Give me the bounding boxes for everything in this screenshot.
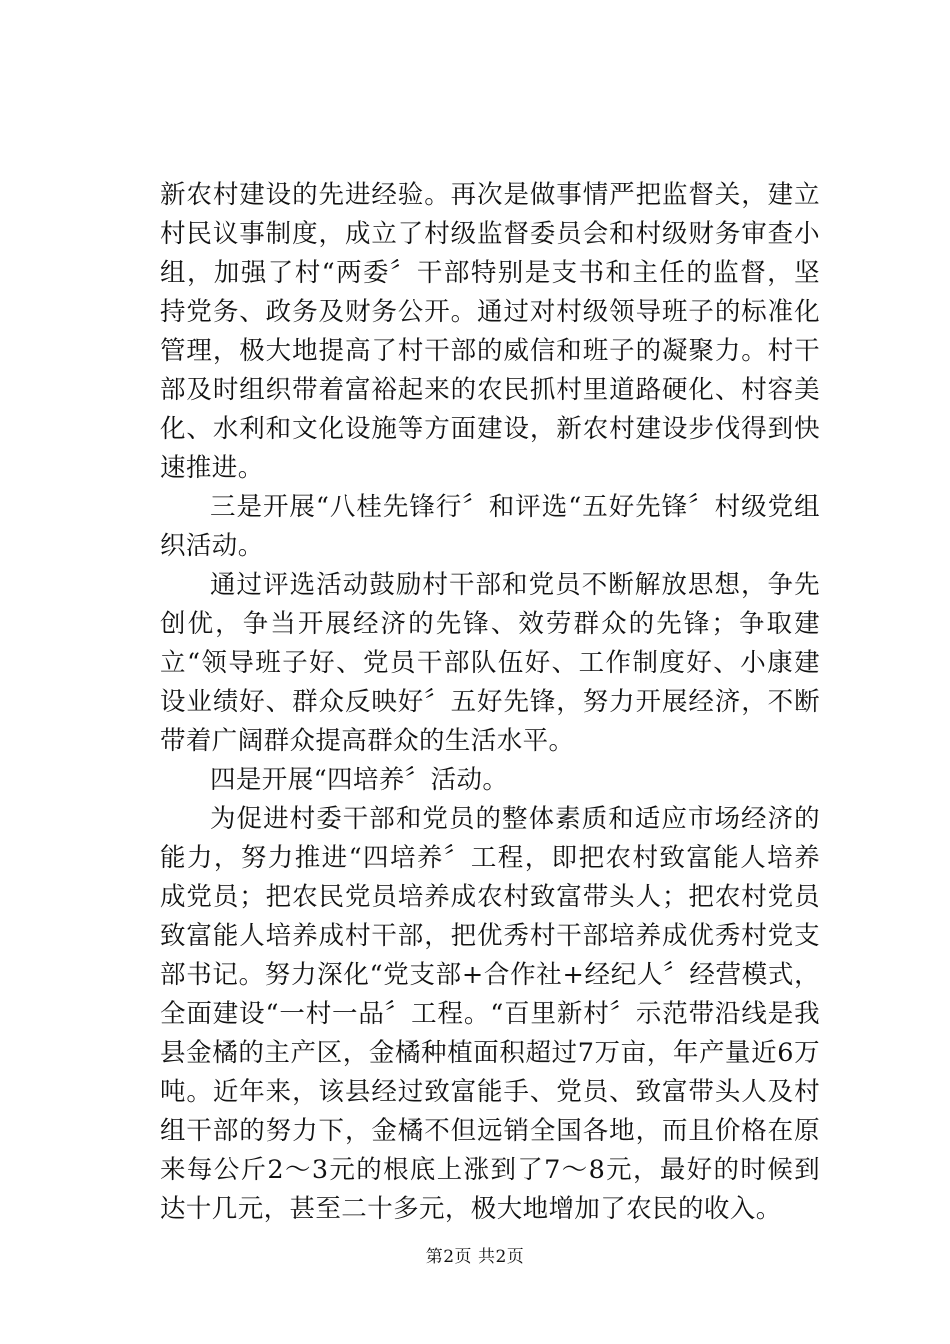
paragraph-cultivation: 为促进村委干部和党员的整体素质和适应市场经济的能力，努力推进“四培养〞工程，即把农村致富能人培养成党员；把农民党员培养成农村致富带头人；把农村党员致富能人培养成村干部，把优秀村干部培养成优秀村党支部书记。努力深化“党支部+合作社+经纪人〞经营模式，全面建设“一村一品〞工程。“百里新村〞示范带沿线是我县金橘的主产区，金橘种植面积超过7万亩，年产量近6万吨。近年来，该县经过致富能手、党员、致富带头人及村组干部的努力下，金橘不但远销全国各地，而且价格在原来每公斤2～3元的根底上涨到了7～8元，最好的时候到达十几元，甚至二十多元，极大地增加了农民的收入。 xyxy=(160,804,820,1224)
paragraph-continuation: 新农村建设的先进经验。再次是做事情严把监督关，建立村民议事制度，成立了村级监督委员会和村级财务审查小组，加强了村“两委〞干部特别是支书和主任的监督，坚持党务、政务及财务公开。通过对村级领导班子的标准化管理，极大地提高了村干部的威信和班子的凝聚力。村干部及时组织带着富裕起来的农民抓村里道路硬化、村容美化、水利和文化设施等方面建设，新农村建设步伐得到快速推进。 xyxy=(160,180,820,483)
paragraph-evaluation: 通过评选活动鼓励村干部和党员不断解放思想，争先创优，争当开展经济的先锋、效劳群众的先锋；争取建立“领导班子好、党员干部队伍好、工作制度好、小康建设业绩好、群众反映好〞五好先锋，努力开展经济，不断带着广阔群众提高群众的生活水平。 xyxy=(160,570,820,756)
document-body xyxy=(160,176,820,1229)
paragraph-heading-four: 四是开展“四培养〞活动。 xyxy=(210,765,509,795)
paragraph-heading-three: 三是开展“八桂先锋行〞和评选“五好先锋〞村级党组织活动。 xyxy=(160,492,820,561)
page-number-footer: 第2页 共2页 xyxy=(425,1247,525,1267)
